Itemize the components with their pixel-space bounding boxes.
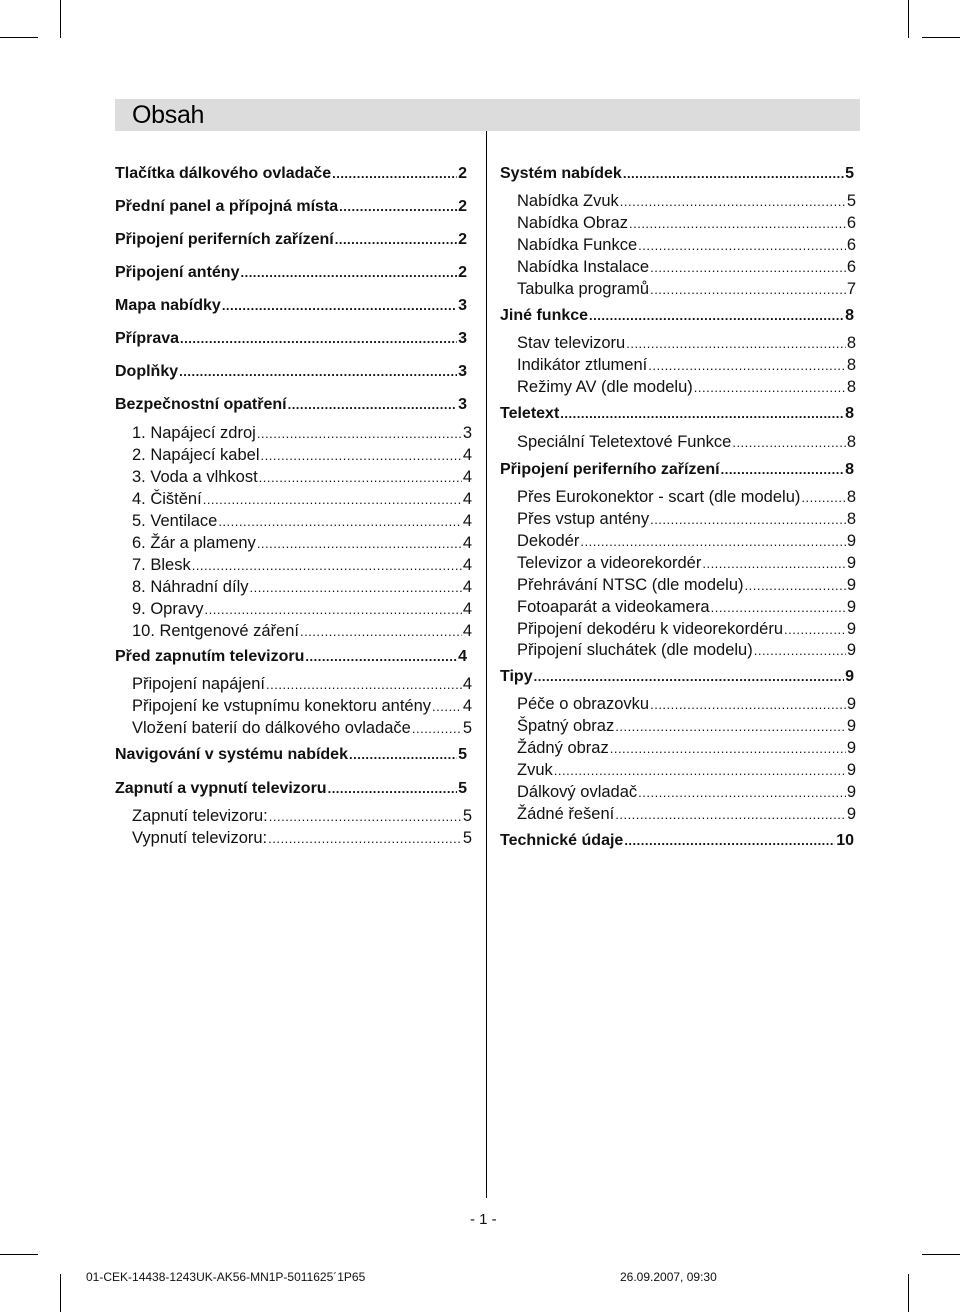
toc-entry-page: 4 — [462, 675, 472, 693]
toc-entry-title: Mapa nabídky — [115, 297, 221, 314]
toc-entry-title: Vložení baterií do dálkového ovladače — [132, 719, 411, 737]
toc-entry-page: 4 — [462, 446, 472, 464]
toc-entry — [132, 511, 472, 532]
footer-timestamp: 26.09.2007, 09:30 — [620, 1270, 717, 1284]
toc-entry — [115, 329, 467, 349]
toc-entry-page: 6 — [846, 214, 856, 232]
toc-entry-title: Nabídka Zvuk — [517, 192, 619, 210]
toc-entry-title: Doplňky — [115, 363, 179, 380]
toc-entry-page: 9 — [845, 668, 854, 685]
toc-entry — [115, 296, 467, 316]
toc-entry-title: Přes vstup antény — [517, 510, 650, 528]
toc-entry — [517, 509, 856, 530]
toc-entry-title: Nabídka Instalace — [517, 258, 650, 276]
toc-entry-page: 9 — [846, 695, 856, 713]
toc-entry — [517, 804, 856, 825]
toc-leader-dots — [626, 334, 846, 354]
toc-leader-dots — [240, 263, 457, 283]
toc-leader-dots — [615, 717, 846, 737]
toc-leader-dots — [589, 306, 844, 326]
toc-leader-dots — [269, 807, 462, 827]
toc-entry-page: 9 — [846, 641, 856, 659]
toc-entry-page: 5 — [462, 829, 472, 847]
toc-entry — [517, 640, 856, 661]
toc-leader-dots — [218, 512, 462, 532]
toc-leader-dots — [179, 362, 457, 382]
footer-file-name: 01-CEK-14438-1243UK-AK56-MN1P-5011625´1P65 — [86, 1270, 366, 1284]
toc-entry — [115, 395, 467, 415]
toc-entry — [115, 197, 467, 217]
toc-leader-dots — [711, 598, 846, 618]
toc-entry-title: Indikátor ztlumení — [517, 356, 648, 374]
toc-leader-dots — [784, 620, 846, 640]
toc-entry-page: 5 — [845, 165, 854, 182]
toc-entry-title: Dálkový ovladač — [517, 783, 638, 801]
toc-leader-dots — [222, 296, 457, 316]
toc-entry — [115, 164, 467, 184]
toc-entry-title: Špatný obraz — [517, 717, 615, 735]
toc-leader-dots — [624, 831, 835, 851]
toc-entry-title: Připojení ke vstupnímu konektoru antény — [132, 697, 432, 715]
toc-leader-dots — [580, 532, 845, 552]
toc-entry-title: Bezpečnostní opatření — [115, 396, 287, 413]
toc-entry-title: Péče o obrazovku — [517, 695, 650, 713]
toc-leader-dots — [638, 783, 846, 803]
toc-entry-page: 8 — [846, 433, 856, 451]
toc-entry — [517, 377, 856, 398]
toc-entry-page: 8 — [845, 405, 854, 422]
toc-entry — [500, 164, 854, 184]
toc-entry-title: 8. Náhradní díly — [132, 578, 249, 596]
toc-entry-page: 7 — [846, 280, 856, 298]
toc-leader-dots — [412, 719, 462, 739]
toc-leader-dots — [432, 697, 462, 717]
crop-mark — [60, 0, 61, 38]
toc-entry-title: Tabulka programů — [517, 280, 650, 298]
toc-entry-page: 9 — [846, 576, 856, 594]
toc-entry — [517, 575, 856, 596]
toc-leader-dots — [638, 236, 846, 256]
toc-entry-page: 8 — [845, 307, 854, 324]
toc-entry-title: 5. Ventilace — [132, 512, 218, 530]
toc-leader-dots — [335, 230, 457, 250]
toc-entry-page: 4 — [462, 534, 472, 552]
toc-entry-page: 4 — [462, 697, 472, 715]
toc-entry-page: 8 — [846, 378, 856, 396]
toc-entry-page: 5 — [462, 807, 472, 825]
toc-entry — [517, 432, 856, 453]
toc-entry — [500, 306, 854, 326]
toc-leader-dots — [259, 468, 462, 488]
toc-entry-page: 9 — [846, 761, 856, 779]
toc-entry — [517, 213, 856, 234]
toc-entry-title: Žádný obraz — [517, 739, 609, 757]
toc-entry-page: 6 — [846, 236, 856, 254]
toc-entry-title: Zvuk — [517, 761, 553, 779]
toc-entry-page: 9 — [846, 717, 856, 735]
toc-entry-title: Přes Eurokonektor - scart (dle modelu) — [517, 488, 801, 506]
toc-entry-page: 4 — [462, 622, 472, 640]
toc-entry-title: Teletext — [500, 405, 560, 422]
toc-entry — [115, 647, 467, 667]
toc-entry — [500, 831, 854, 851]
crop-mark — [908, 1274, 909, 1312]
toc-entry-page: 2 — [458, 165, 467, 182]
toc-entry — [517, 279, 856, 300]
toc-entry-page: 3 — [462, 424, 472, 442]
toc-leader-dots — [534, 667, 844, 687]
toc-entry-page: 3 — [458, 363, 467, 380]
toc-entry — [517, 716, 856, 737]
toc-entry-page: 9 — [846, 532, 856, 550]
toc-leader-dots — [203, 490, 462, 510]
toc-entry-title: Připojení dekodéru k videorekordéru — [517, 620, 783, 638]
title-bar — [115, 99, 860, 131]
toc-entry-page: 9 — [846, 598, 856, 616]
toc-leader-dots — [615, 805, 846, 825]
toc-leader-dots — [257, 534, 462, 554]
toc-leader-dots — [650, 510, 846, 530]
toc-entry-title: 7. Blesk — [132, 556, 191, 574]
toc-entry-page: 10 — [836, 832, 854, 849]
toc-leader-dots — [180, 329, 457, 349]
page-number: - 1 - — [470, 1211, 497, 1228]
toc-entry-title: Technické údaje — [500, 832, 624, 849]
toc-entry-title: Zapnutí televizoru: — [132, 807, 268, 825]
toc-leader-dots — [650, 280, 846, 300]
toc-entry — [517, 257, 856, 278]
toc-leader-dots — [801, 488, 845, 508]
toc-entry-title: Stav televizoru — [517, 334, 626, 352]
toc-entry-title: 1. Napájecí zdroj — [132, 424, 256, 442]
page-title: Obsah — [132, 101, 205, 129]
toc-entry-title: Příprava — [115, 330, 180, 347]
toc-entry-page: 2 — [458, 264, 467, 281]
toc-leader-dots — [192, 556, 462, 576]
toc-leader-dots — [732, 433, 845, 453]
toc-entry-title: Jiné funkce — [500, 307, 589, 324]
toc-entry-page: 2 — [458, 231, 467, 248]
toc-leader-dots — [629, 214, 846, 234]
toc-entry — [517, 191, 856, 212]
toc-entry-page: 4 — [462, 600, 472, 618]
toc-entry-page: 2 — [458, 198, 467, 215]
crop-mark — [922, 1254, 960, 1255]
toc-leader-dots — [650, 258, 846, 278]
toc-leader-dots — [305, 647, 457, 667]
toc-entry — [517, 694, 856, 715]
toc-entry — [132, 445, 472, 466]
toc-entry-title: 3. Voda a vlhkost — [132, 468, 258, 486]
toc-entry-page: 9 — [846, 739, 856, 757]
toc-entry — [115, 362, 467, 382]
toc-entry-title: Fotoaparát a videokamera — [517, 598, 710, 616]
toc-entry-title: Připojení periferního zařízení — [500, 461, 720, 478]
toc-entry — [500, 667, 854, 687]
toc-entry — [115, 779, 467, 799]
toc-entry — [517, 355, 856, 376]
toc-entry-page: 3 — [458, 396, 467, 413]
toc-entry — [132, 718, 472, 739]
crop-mark — [908, 0, 909, 38]
toc-entry-page: 5 — [846, 192, 856, 210]
toc-entry — [132, 621, 472, 642]
toc-entry — [132, 806, 472, 827]
toc-leader-dots — [650, 695, 846, 715]
toc-leader-dots — [268, 829, 462, 849]
toc-entry-title: Přední panel a přípojná místa — [115, 198, 339, 215]
toc-entry-page: 9 — [846, 620, 856, 638]
toc-leader-dots — [554, 761, 846, 781]
toc-entry-title: Režimy AV (dle modelu) — [517, 378, 693, 396]
toc-entry-page: 3 — [458, 297, 467, 314]
toc-entry — [132, 577, 472, 598]
toc-entry-page: 6 — [846, 258, 856, 276]
toc-leader-dots — [694, 378, 846, 398]
toc-leader-dots — [721, 460, 845, 480]
toc-entry-title: 4. Čištění — [132, 490, 202, 508]
toc-leader-dots — [261, 446, 462, 466]
toc-leader-dots — [288, 395, 458, 415]
toc-leader-dots — [257, 424, 462, 444]
toc-entry — [500, 404, 854, 424]
crop-mark — [0, 37, 38, 38]
toc-entry — [115, 263, 467, 283]
toc-entry-title: Připojení napájení — [132, 675, 266, 693]
toc-entry-page: 3 — [458, 330, 467, 347]
toc-leader-dots — [328, 779, 458, 799]
toc-entry — [115, 745, 467, 765]
toc-entry — [132, 696, 472, 717]
toc-entry — [517, 531, 856, 552]
toc-entry-title: Vypnutí televizoru: — [132, 829, 268, 847]
toc-entry — [517, 597, 856, 618]
toc-leader-dots — [332, 164, 457, 184]
toc-entry — [132, 489, 472, 510]
toc-entry-page: 5 — [462, 719, 472, 737]
toc-leader-dots — [610, 739, 846, 759]
toc-entry-title: Žádné řešení — [517, 805, 615, 823]
toc-entry-title: Tlačítka dálkového ovladače — [115, 165, 332, 182]
toc-entry — [132, 423, 472, 444]
toc-leader-dots — [266, 675, 462, 695]
toc-entry-title: Zapnutí a vypnutí televizoru — [115, 780, 327, 797]
toc-entry-page: 9 — [846, 554, 856, 572]
toc-entry-page: 9 — [846, 805, 856, 823]
toc-entry-page: 9 — [846, 783, 856, 801]
toc-entry-title: Připojení sluchátek (dle modelu) — [517, 641, 753, 659]
toc-entry-title: Navigování v systému nabídek — [115, 746, 348, 763]
toc-entry-title: Nabídka Obraz — [517, 214, 628, 232]
toc-entry-page: 4 — [462, 468, 472, 486]
toc-leader-dots — [745, 576, 846, 596]
toc-entry — [517, 553, 856, 574]
toc-entry-title: 9. Opravy — [132, 600, 204, 618]
toc-entry-page: 8 — [846, 510, 856, 528]
toc-entry-title: Připojení periferních zařízení — [115, 231, 334, 248]
toc-leader-dots — [620, 192, 846, 212]
toc-entry-page: 4 — [462, 556, 472, 574]
toc-entry — [132, 828, 472, 849]
toc-entry-page: 8 — [846, 356, 856, 374]
toc-leader-dots — [754, 641, 846, 661]
column-divider — [486, 131, 487, 1198]
toc-entry — [132, 599, 472, 620]
toc-entry — [132, 467, 472, 488]
toc-entry — [132, 555, 472, 576]
toc-entry-title: 6. Žár a plameny — [132, 534, 256, 552]
toc-entry — [517, 333, 856, 354]
toc-entry-title: Dekodér — [517, 532, 580, 550]
toc-leader-dots — [249, 578, 461, 598]
toc-entry-title: Nabídka Funkce — [517, 236, 638, 254]
toc-entry — [517, 782, 856, 803]
toc-entry-page: 5 — [458, 780, 467, 797]
toc-entry — [517, 487, 856, 508]
toc-entry-page: 8 — [846, 488, 856, 506]
crop-mark — [0, 1254, 38, 1255]
toc-entry-page: 8 — [846, 334, 856, 352]
toc-entry — [517, 619, 856, 640]
toc-leader-dots — [339, 197, 457, 217]
toc-entry-page: 4 — [458, 648, 467, 665]
toc-entry-page: 4 — [462, 490, 472, 508]
toc-leader-dots — [623, 164, 844, 184]
toc-entry-title: Televizor a videorekordér — [517, 554, 702, 572]
toc-entry — [115, 230, 467, 250]
toc-entry-page: 5 — [458, 746, 467, 763]
toc-entry-title: Před zapnutím televizoru — [115, 648, 305, 665]
toc-entry-title: Systém nabídek — [500, 165, 622, 182]
toc-entry-title: 2. Napájecí kabel — [132, 446, 260, 464]
toc-entry-page: 4 — [462, 512, 472, 530]
toc-entry-page: 8 — [845, 461, 854, 478]
toc-entry — [132, 674, 472, 695]
toc-entry-title: Přehrávání NTSC (dle modelu) — [517, 576, 744, 594]
toc-leader-dots — [560, 404, 844, 424]
toc-entry — [132, 533, 472, 554]
toc-entry — [517, 760, 856, 781]
crop-mark — [60, 1274, 61, 1312]
toc-leader-dots — [349, 745, 457, 765]
toc-entry — [517, 738, 856, 759]
toc-entry — [517, 235, 856, 256]
toc-entry-title: Připojení antény — [115, 264, 240, 281]
toc-leader-dots — [648, 356, 846, 376]
toc-leader-dots — [300, 622, 462, 642]
toc-entry-page: 4 — [462, 578, 472, 596]
toc-entry-title: 10. Rentgenové záření — [132, 622, 299, 640]
toc-leader-dots — [702, 554, 845, 574]
toc-entry-title: Tipy — [500, 668, 533, 685]
crop-mark — [922, 37, 960, 38]
toc-entry-title: Speciální Teletextové Funkce — [517, 433, 732, 451]
toc-entry — [500, 460, 854, 480]
toc-leader-dots — [205, 600, 462, 620]
